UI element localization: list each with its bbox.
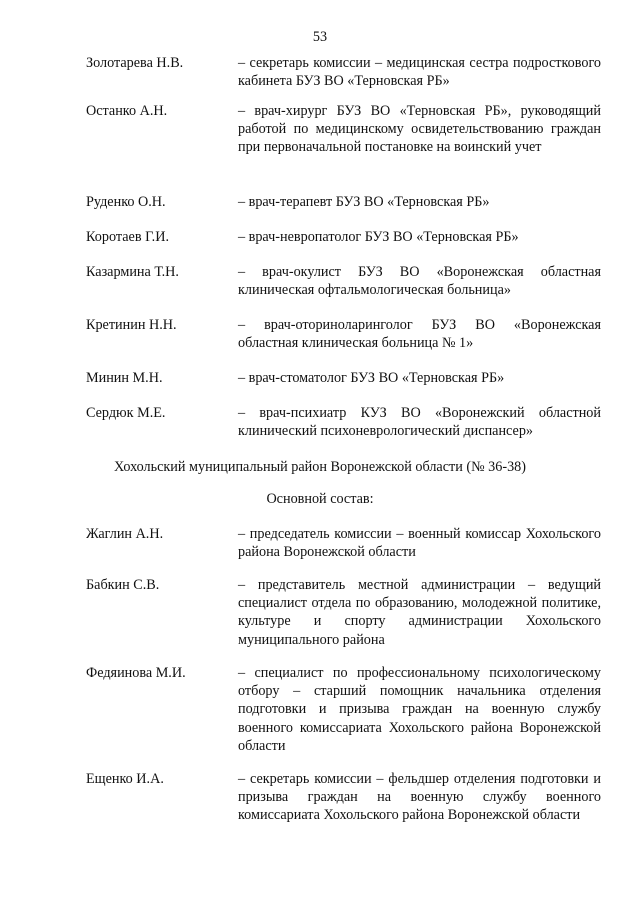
member-role: – председатель комиссии – военный комиссар Хохольского района Воронежской области	[238, 526, 601, 561]
member-name: Коротаев Г.И.	[86, 229, 170, 245]
member-name: Минин М.Н.	[86, 370, 163, 386]
composition-title: Основной состав:	[266, 491, 374, 507]
member-role: – врач-психиатр КУЗ ВО «Воронежский областной клинический психоневрологический диспансер»	[238, 405, 601, 440]
member-role: – врач-терапевт БУЗ ВО «Терновская РБ»	[238, 194, 490, 210]
member-role: – секретарь комиссии – медицинская сестра подросткового кабинета БУЗ ВО «Терновская РБ»	[238, 55, 601, 90]
member-role: – специалист по профессиональному психологическому отбору – старший помощник начальника отделения подготовки и призыва граждан на военную службу военного комиссариата Хохольского района Воронежской области	[238, 665, 601, 754]
member-name: Золотарева Н.В.	[86, 55, 184, 71]
member-name: Бабкин С.В.	[86, 577, 160, 593]
member-name: Ещенко И.А.	[86, 771, 164, 787]
member-role: – врач-окулист БУЗ ВО «Воронежская областная клиническая офтальмологическая больница»	[238, 264, 601, 299]
page-number: 53	[312, 29, 328, 45]
member-name: Кретинин Н.Н.	[86, 317, 177, 333]
member-role: – врач-оториноларинголог БУЗ ВО «Воронежская областная клиническая больница № 1»	[238, 317, 601, 352]
member-name: Казармина Т.Н.	[86, 264, 179, 280]
member-name: Жаглин А.Н.	[86, 526, 164, 542]
member-name: Останко А.Н.	[86, 103, 168, 119]
member-name: Руденко О.Н.	[86, 194, 166, 210]
member-role: – представитель местной администрации – ведущий специалист отдела по образованию, молодежной политике, культуре и спорту администрации Хохольского муниципального района	[238, 577, 601, 648]
member-role: – врач-хирург БУЗ ВО «Терновская РБ», руководящий работой по медицинскому освидетельствованию граждан при первоначальной постановке на воинский учет	[238, 103, 601, 156]
member-role: – врач-стоматолог БУЗ ВО «Терновская РБ»	[238, 370, 505, 386]
member-name: Сердюк М.Е.	[86, 405, 166, 421]
member-role: – врач-невропатолог БУЗ ВО «Терновская РБ»	[238, 229, 519, 245]
member-name: Федяинова М.И.	[86, 665, 186, 681]
member-role: – секретарь комиссии – фельдшер отделения подготовки и призыва граждан на военную службу военного комиссариата Хохольского района Воронежской области	[238, 771, 601, 824]
district-title: Хохольский муниципальный район Воронежской области (№ 36-38)	[114, 459, 526, 475]
